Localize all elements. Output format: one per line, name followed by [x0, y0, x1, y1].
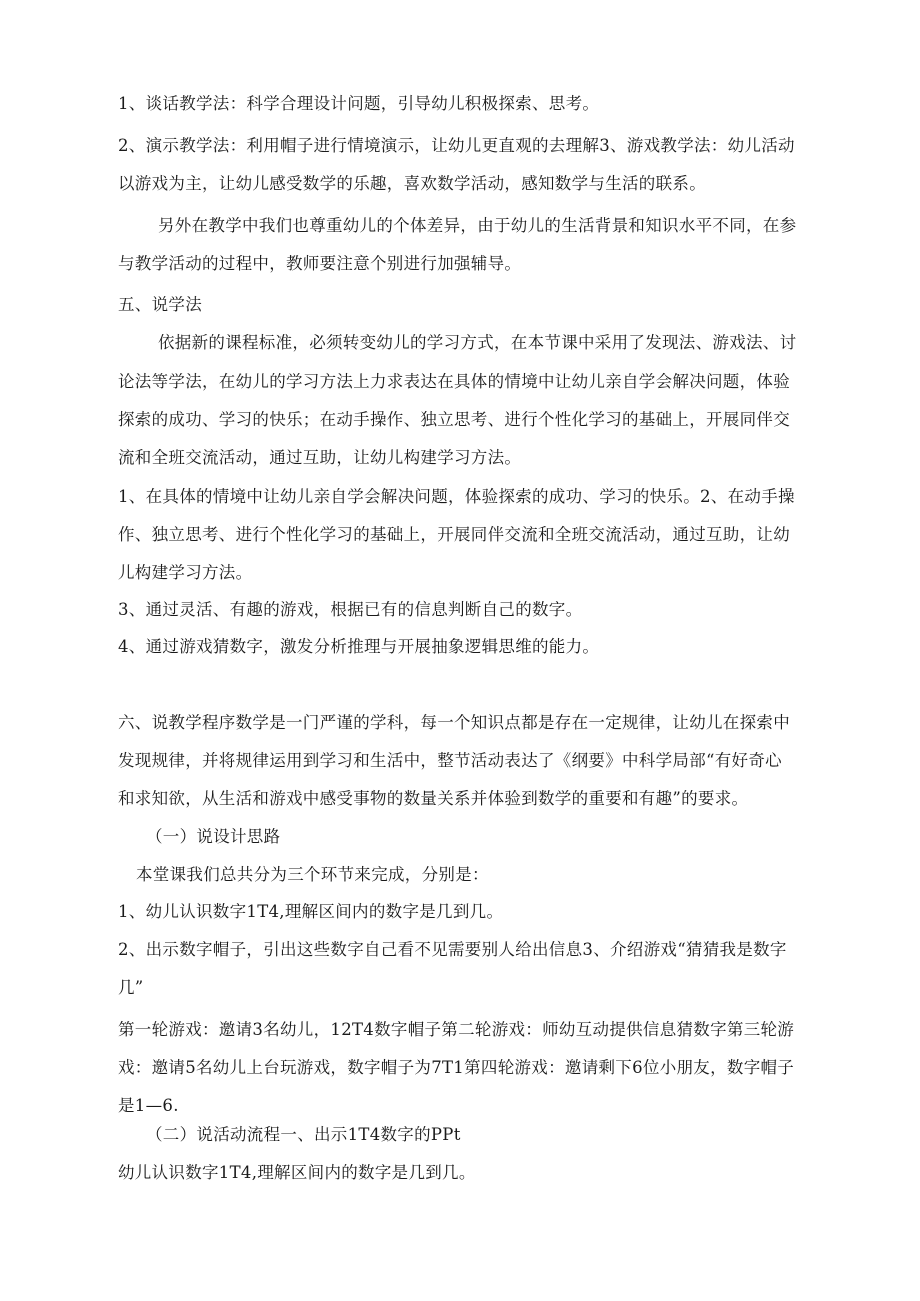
text-line: 2、演示教学法：利用帽子进行情境演示，让幼儿更直观的去理解3、游戏教学法：幼儿活动: [118, 136, 795, 155]
text-line: 探索的成功、学习的快乐；在动手操作、独立思考、进行个性化学习的基础上，开展同伴交: [118, 410, 790, 429]
text-line: 2、出示数字帽子，引出这些数字自己看不见需要别人给出信息3、介绍游戏“猜猜我是数字: [118, 940, 787, 959]
text-line: 是1—6.: [118, 1096, 179, 1115]
text-line: 第一轮游戏：邀请3名幼儿，12T4数字帽子第二轮游戏：师幼互动提供信息猜数字第三轮游: [118, 1020, 795, 1039]
text-line: 3、通过灵活、有趣的游戏，根据已有的信息判断自己的数字。: [118, 600, 583, 619]
text-line: 幼儿认识数字1T4,理解区间内的数字是几到几。: [118, 1163, 476, 1182]
text-line: 1、在具体的情境中让幼儿亲自学会解决问题，体验探索的成功、学习的快乐。2、在动手操: [118, 487, 795, 506]
subsection-heading: （二）说活动流程一、出示1T4数字的PPt: [146, 1125, 461, 1144]
text-line: 流和全班交流活动，通过互助，让幼儿构建学习方法。: [118, 448, 522, 467]
text-line: 依据新的课程标准，必须转变幼儿的学习方式，在本节课中采用了发现法、游戏法、讨: [158, 333, 797, 352]
section-heading: 五、说学法: [118, 295, 202, 314]
text-line: 和求知欲，从生活和游戏中感受事物的数量关系并体验到数学的重要和有趣”的要求。: [118, 789, 749, 808]
text-line: 以游戏为主，让幼儿感受数学的乐趣，喜欢数学活动，感知数学与生活的联系。: [118, 174, 706, 193]
text-line: 作、独立思考、进行个性化学习的基础上，开展同伴交流和全班交流活动，通过互助，让幼: [118, 525, 790, 544]
text-line: 1、幼儿认识数字1T4,理解区间内的数字是几到几。: [118, 902, 504, 921]
text-line: 几”: [118, 978, 144, 997]
subsection-heading: （一）说设计思路: [146, 827, 281, 846]
text-line: 另外在教学中我们也尊重幼儿的个体差异，由于幼儿的生活背景和知识水平不同，在参: [158, 216, 797, 235]
text-line: 戏：邀请5名幼儿上台玩游戏，数字帽子为7T1第四轮游戏：邀请剩下6位小朋友，数字帽子: [118, 1058, 795, 1077]
text-line: 本堂课我们总共分为三个环节来完成，分别是：: [136, 865, 489, 884]
text-line: 1、谈话教学法：科学合理设计问题，引导幼儿积极探索、思考。: [118, 94, 600, 113]
text-line: 与教学活动的过程中，教师要注意个别进行加强辅导。: [118, 254, 522, 273]
section-heading: 六、说教学程序数学是一门严谨的学科，每一个知识点都是存在一定规律，让幼儿在探索中: [118, 713, 790, 732]
text-line: 4、通过游戏猜数字，激发分析推理与开展抽象逻辑思维的能力。: [118, 637, 600, 656]
text-line: 发现规律，并将规律运用到学习和生活中，整节活动表达了《纲要》中科学局部“有好奇心: [118, 751, 782, 770]
text-line: 儿构建学习方法。: [118, 563, 253, 582]
text-line: 论法等学法，在幼儿的学习方法上力求表达在具体的情境中让幼儿亲自学会解决问题，体验: [118, 372, 790, 391]
